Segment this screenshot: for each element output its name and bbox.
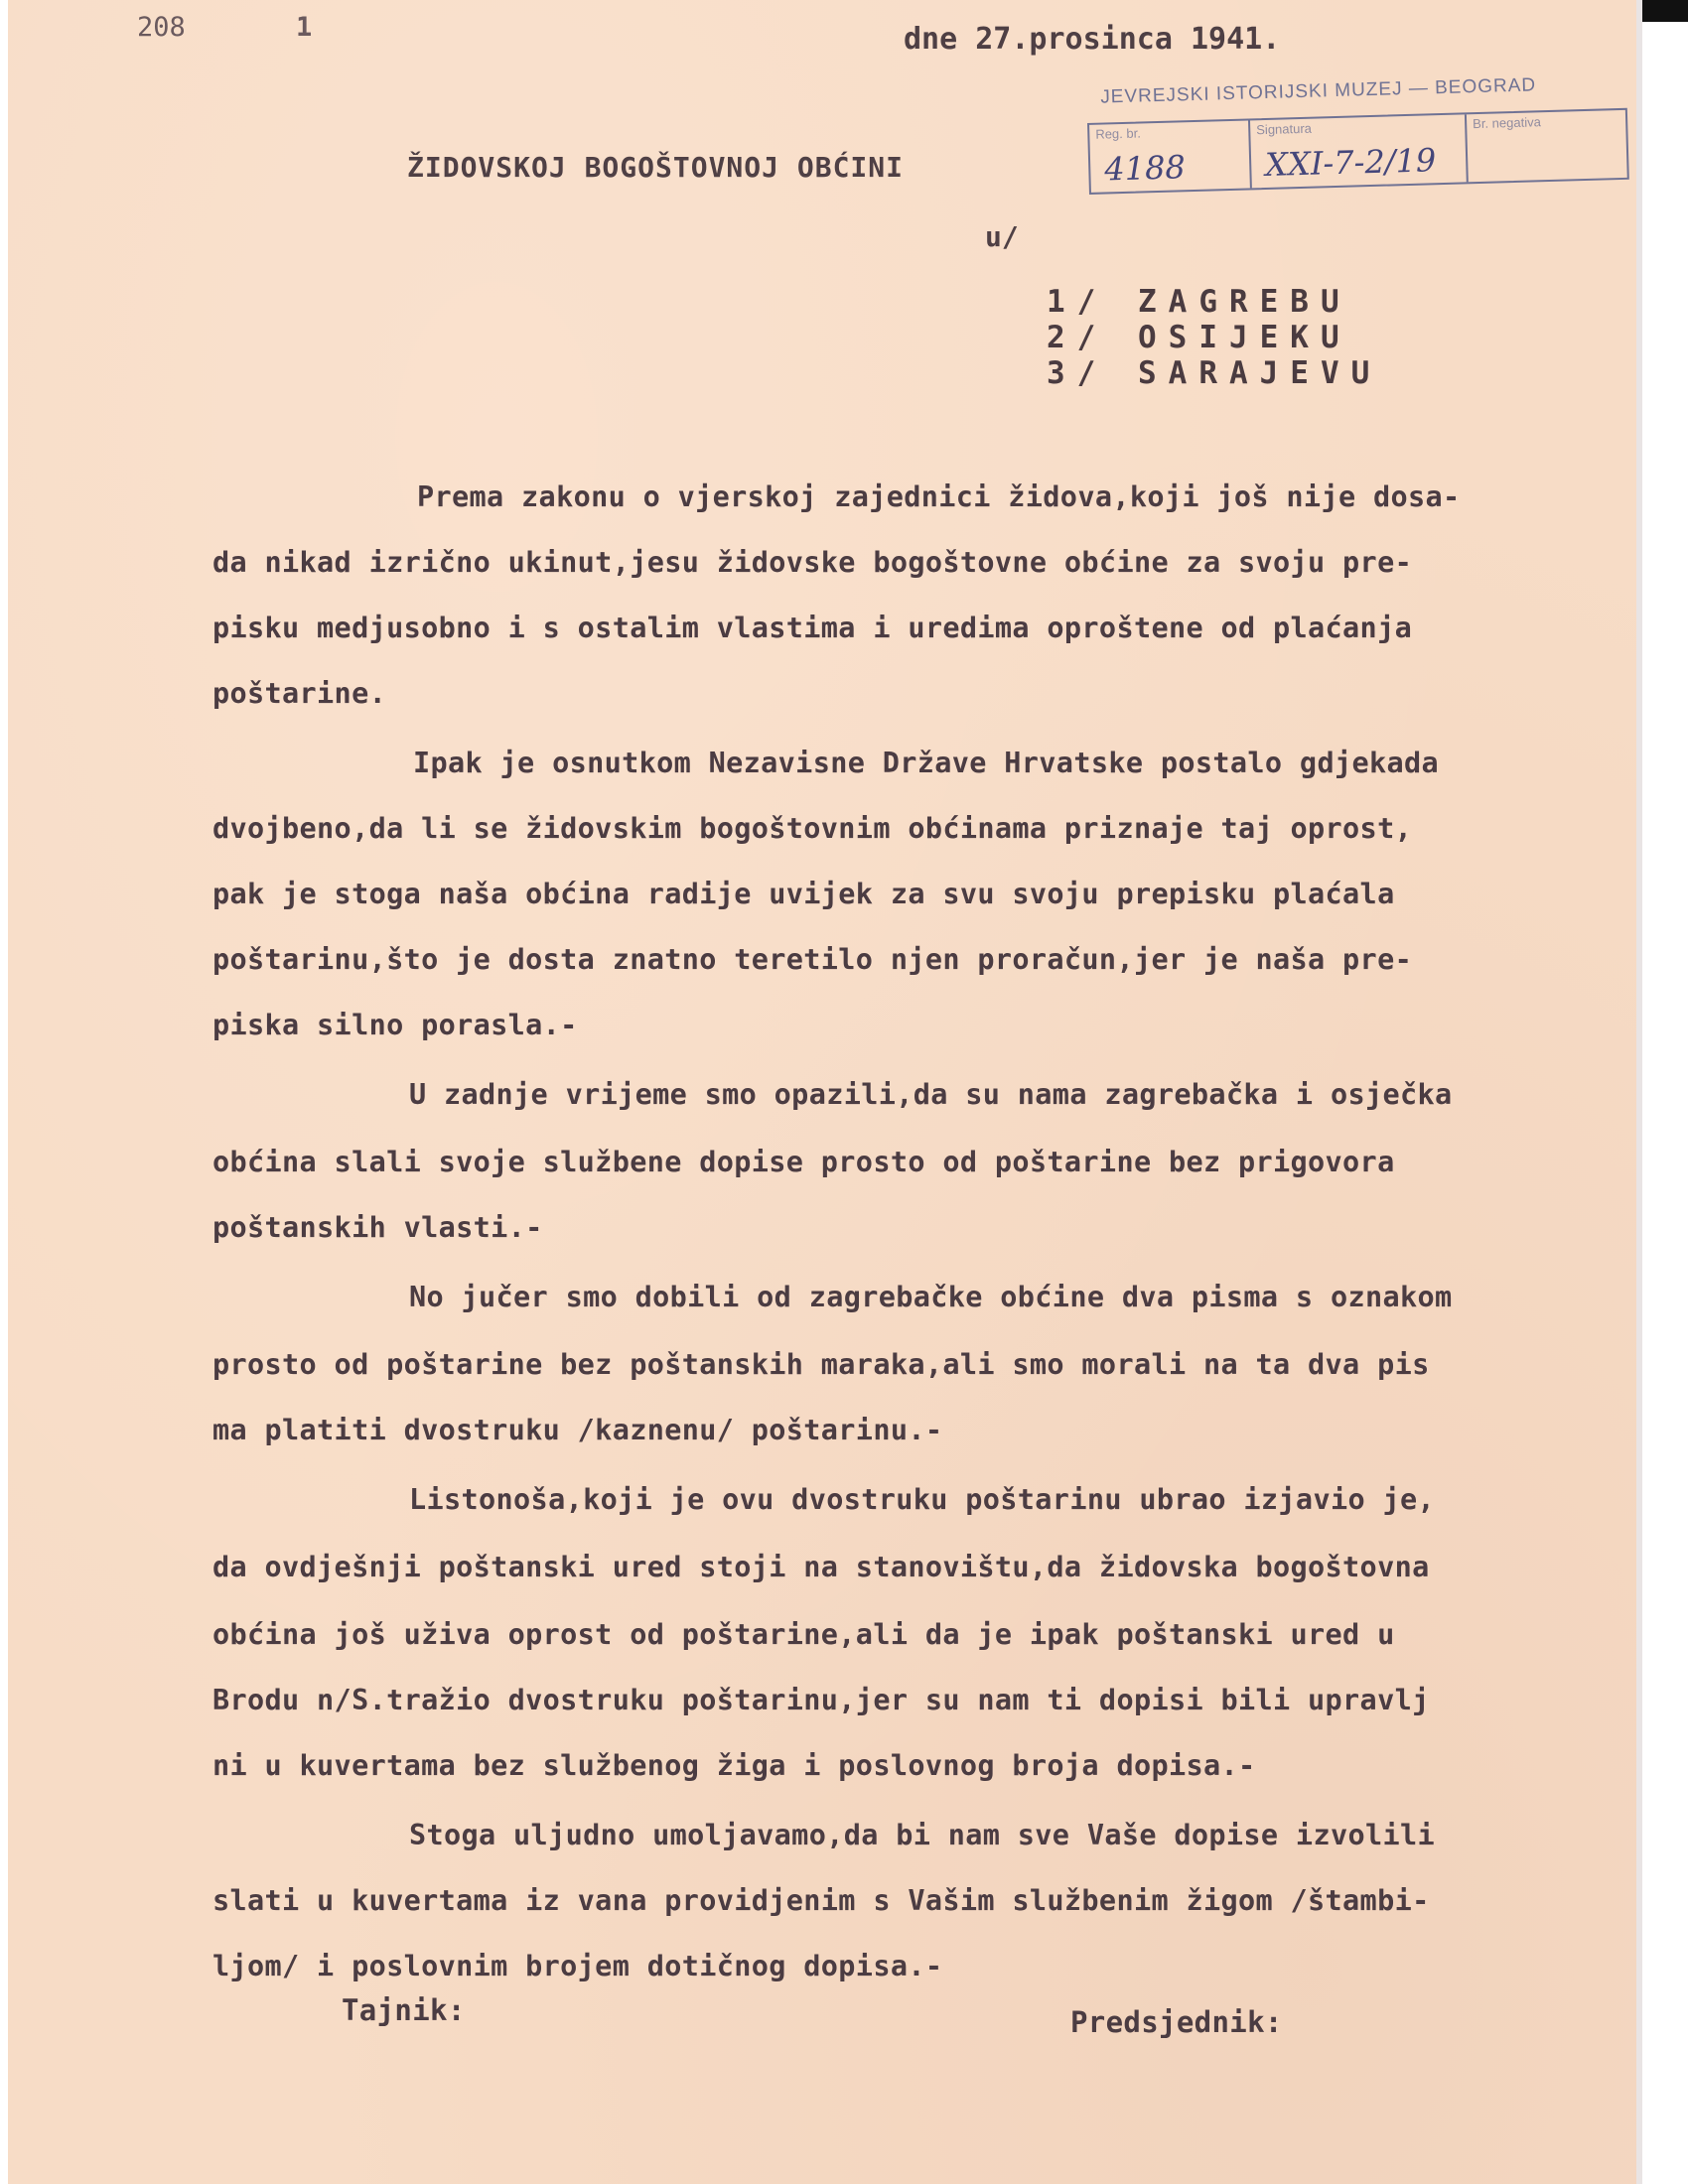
body-line: poštarine. [212,677,387,710]
body-line: dvojbeno,da li se židovskim bogoštovnim obćinama priznaje taj oprost, [212,812,1413,845]
body-line: pak je stoga naša obćina radije uvijek za svu svoju prepisku plaćala [212,878,1395,910]
body-line: da nikad izrično ukinut,jesu židovske bogoštovne obćine za svoju pre- [212,546,1413,579]
secretary-signature-label: Tajnik: [342,1993,466,2027]
stamp-box [1087,108,1629,195]
body-line: obćina još uživa oprost od poštarine,ali da je ipak poštanski ured u [212,1618,1395,1651]
body-line: Listonoša,koji je ovu dvostruku poštarinu ubrao izjavio je, [409,1483,1435,1516]
addressee-line: ŽIDOVSKOJ BOGOŠTOVNOJ OBĆINI [407,151,905,184]
archive-stamp [1086,72,1629,216]
body-line: poštarinu,što je dosta znatno teretilo njen proračun,jer je naša pre- [212,943,1413,976]
body-line: ni u kuvertama bez službenog žiga i poslovnog broja dopisa.- [212,1749,1256,1782]
body-line: poštanskih vlasti.- [212,1211,543,1244]
stamp-signature-cell [1250,114,1469,188]
stamp-reg-cell [1089,120,1252,192]
body-line: slati u kuvertama iz vana providjenim s Vašim službenim žigom /štambi- [212,1884,1430,1917]
body-line: piska silno porasla.- [212,1009,578,1041]
body-line: U zadnje vrijeme smo opazili,da su nama zagrebačka i osječka [409,1078,1453,1111]
stamp-signature-label: Signatura [1256,120,1313,138]
stamp-inventory-cell [1467,110,1627,182]
scan-edge [1636,0,1642,2184]
stamp-signature-value: XXI-7-2/19 [1264,141,1437,184]
body-line: Stoga uljudno umoljavamo,da bi nam sve Vaše dopise izvolili [409,1819,1435,1851]
document-date: dne 27.prosinca 1941. [904,22,1281,57]
stamp-institution: JEVREJSKI ISTORIJSKI MUZEJ — BEOGRAD [1099,74,1537,108]
body-line: ljom/ i poslovnim brojem dotičnog dopisa.- [212,1950,943,1982]
document-page [8,0,1636,2184]
body-line: ma platiti dvostruku /kaznenu/ poštarinu.- [212,1414,943,1446]
president-signature-label: Predsjednik: [1070,2005,1283,2039]
document-sub-number: 1 [296,12,313,43]
body-line: Brodu n/S.tražio dvostruku poštarinu,jer su nam ti dopisi bili upravlj [212,1684,1430,1716]
body-line: pisku medjusobno i s ostalim vlastima i uredima oproštene od plaćanja [212,612,1413,644]
body-line: Ipak je osnutkom Nezavisne Države Hrvatske postalo gdjekada [413,747,1439,779]
document-number: 208 [137,12,186,43]
stamp-reg-label: Reg. br. [1095,125,1142,142]
scan-corner-mark [1642,0,1688,22]
addressee-preposition: u/ [985,220,1019,253]
addressee-city: 2/ OSIJEKU [1047,320,1351,355]
addressee-city: 3/ SARAJEVU [1047,355,1382,391]
stamp-inventory-label: Br. negativa [1472,114,1542,132]
body-line: da ovdješnji poštanski ured stoji na stanovištu,da židovska bogoštovna [212,1551,1430,1583]
body-line: Prema zakonu o vjerskoj zajednici židova,koji još nije dosa- [417,480,1461,513]
stamp-reg-value: 4188 [1103,148,1187,189]
body-line: No jučer smo dobili od zagrebačke obćine dva pisma s oznakom [409,1281,1453,1313]
body-line: prosto od poštarine bez poštanskih maraka,ali smo morali na ta dva pis [212,1348,1430,1381]
body-line: obćina slali svoje službene dopise prosto od poštarine bez prigovora [212,1146,1395,1178]
addressee-city: 1/ ZAGREBU [1047,284,1351,320]
